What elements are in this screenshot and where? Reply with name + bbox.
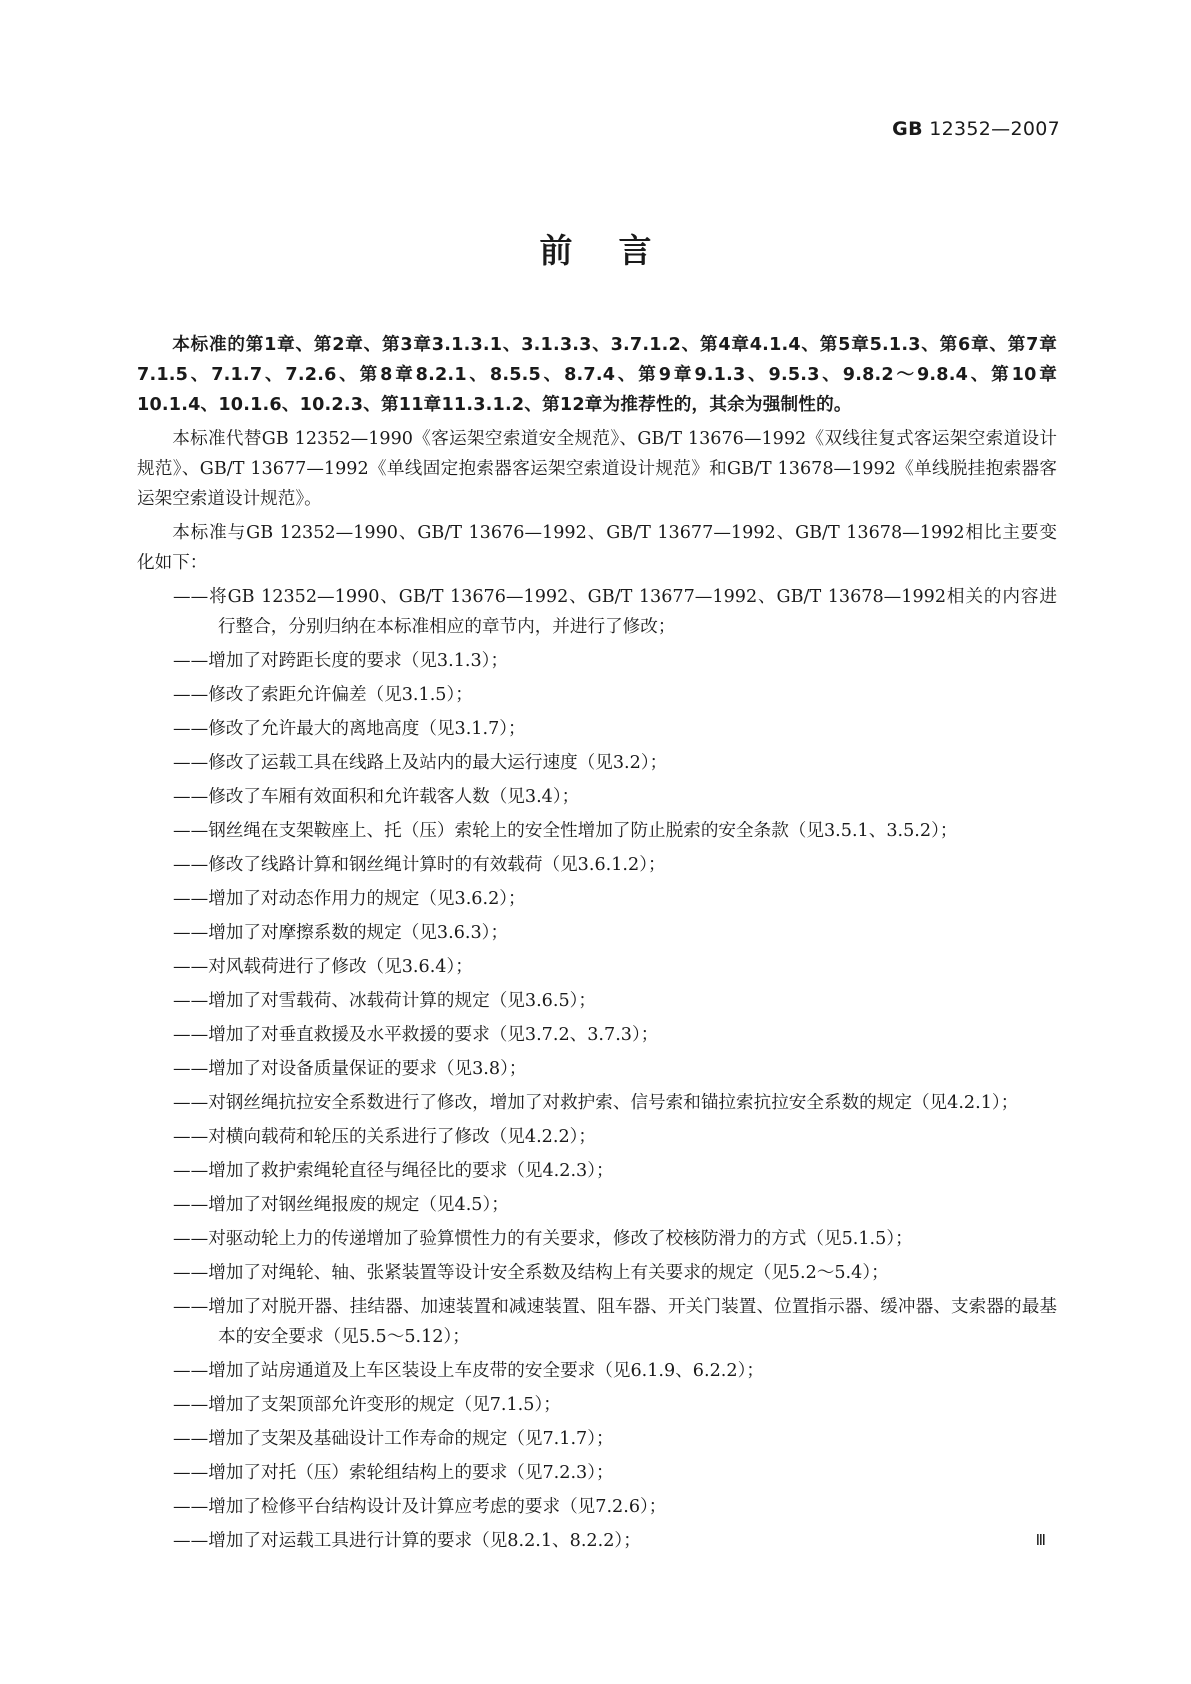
page-title: 前言: [539, 231, 698, 270]
foreword-body: [137, 330, 1057, 1560]
list-item: ——修改了线路计算和钢丝绳计算时的有效载荷（见3.6.1.2）；: [173, 855, 666, 875]
list-item: ——增加了对绳轮、轴、张紧装置等设计安全系数及结构上有关要求的规定（见5.2～5.4）；: [173, 1263, 889, 1283]
standard-code-number: 12352—2007: [929, 118, 1060, 140]
list-item: ——增加了对摩擦系数的规定（见3.6.3）；: [173, 923, 509, 943]
list-item: ——增加了救护索绳轮直径与绳径比的要求（见4.2.3）；: [173, 1161, 614, 1181]
list-item: ——修改了车厢有效面积和允许载客人数（见3.4）；: [173, 787, 580, 807]
changes-list: [137, 582, 1057, 1556]
paragraph-changes-intro: 本标准与GB 12352—1990、GB/T 13676—1992、GB/T 13677—1992、GB/T 13678—1992相比主要变化如下：: [137, 523, 1057, 573]
list-item: ——增加了对脱开器、挂结器、加速装置和减速装置、阻车器、开关门装置、位置指示器、缓冲器、支索器的最基本的安全要求（见5.5～5.12）；: [173, 1297, 1057, 1347]
list-item: ——将GB 12352—1990、GB/T 13676—1992、GB/T 13677—1992、GB/T 13678—1992相关的内容进行整合，分别归纳在本标准相应的章节内，并进行了修改；: [173, 587, 1057, 637]
list-item: ——增加了对跨距长度的要求（见3.1.3）；: [173, 651, 509, 671]
list-item: ——对横向载荷和轮压的关系进行了修改（见4.2.2）；: [173, 1127, 597, 1147]
list-item: ——增加了对设备质量保证的要求（见3.8）；: [173, 1059, 527, 1079]
list-item: ——增加了支架顶部允许变形的规定（见7.1.5）；: [173, 1395, 561, 1415]
list-item: ——增加了对托（压）索轮组结构上的要求（见7.2.3）；: [173, 1463, 614, 1483]
paragraph-recommended-clauses: 本标准的第1章、第2章、第3章3.1.3.1、3.1.3.3、3.7.1.2、第4章4.1.4、第5章5.1.3、第6章、第7章7.1.5、7.1.7、7.2.6、第8章8.2.1、8.5.5、8.7.4、第9章9.1.3、9.5.3、9.8.2～9.8.4、第10章10.1.4、10.1.6、10.2.3、第11章11.3.1.2、第12章为推荐性的，其余为强制性的。: [137, 335, 1057, 415]
list-item: ——修改了允许最大的离地高度（见3.1.7）；: [173, 719, 526, 739]
standard-code: [892, 118, 1060, 140]
list-item: ——增加了支架及基础设计工作寿命的规定（见7.1.7）；: [173, 1429, 614, 1449]
page-number: Ⅲ: [1035, 1531, 1046, 1549]
list-item: ——增加了对钢丝绳报废的规定（见4.5）；: [173, 1195, 509, 1215]
paragraph-replaces: 本标准代替GB 12352—1990《客运架空索道安全规范》、GB/T 13676—1992《双线往复式客运架空索道设计规范》、GB/T 13677—1992《单线固定抱索器客运架空索道设计规范》和GB/T 13678—1992《单线脱挂抱索器客运架空索道设计规范》。: [137, 429, 1057, 509]
list-item: ——增加了检修平台结构设计及计算应考虑的要求（见7.2.6）；: [173, 1497, 667, 1517]
list-item: ——增加了对运载工具进行计算的要求（见8.2.1、8.2.2）；: [173, 1531, 641, 1551]
list-item: ——修改了运载工具在线路上及站内的最大运行速度（见3.2）；: [173, 753, 668, 773]
list-item: ——对风载荷进行了修改（见3.6.4）；: [173, 957, 473, 977]
list-item: ——钢丝绳在支架鞍座上、托（压）索轮上的安全性增加了防止脱索的安全条款（见3.5.1、3.5.2）；: [173, 821, 958, 841]
list-item: ——对驱动轮上力的传递增加了验算惯性力的有关要求，修改了校核防滑力的方式（见5.1.5）；: [173, 1229, 913, 1249]
list-item: ——增加了对雪载荷、冰载荷计算的规定（见3.6.5）；: [173, 991, 597, 1011]
list-item: ——增加了对动态作用力的规定（见3.6.2）；: [173, 889, 526, 909]
list-item: ——增加了站房通道及上车区装设上车皮带的安全要求（见6.1.9、6.2.2）；: [173, 1361, 764, 1381]
list-item: ——修改了索距允许偏差（见3.1.5）；: [173, 685, 473, 705]
standard-code-prefix: GB: [892, 118, 923, 140]
list-item: ——对钢丝绳抗拉安全系数进行了修改，增加了对救护索、信号索和锚拉索抗拉安全系数的规定（见4.2.1）；: [173, 1093, 1019, 1113]
list-item: ——增加了对垂直救援及水平救援的要求（见3.7.2、3.7.3）；: [173, 1025, 659, 1045]
